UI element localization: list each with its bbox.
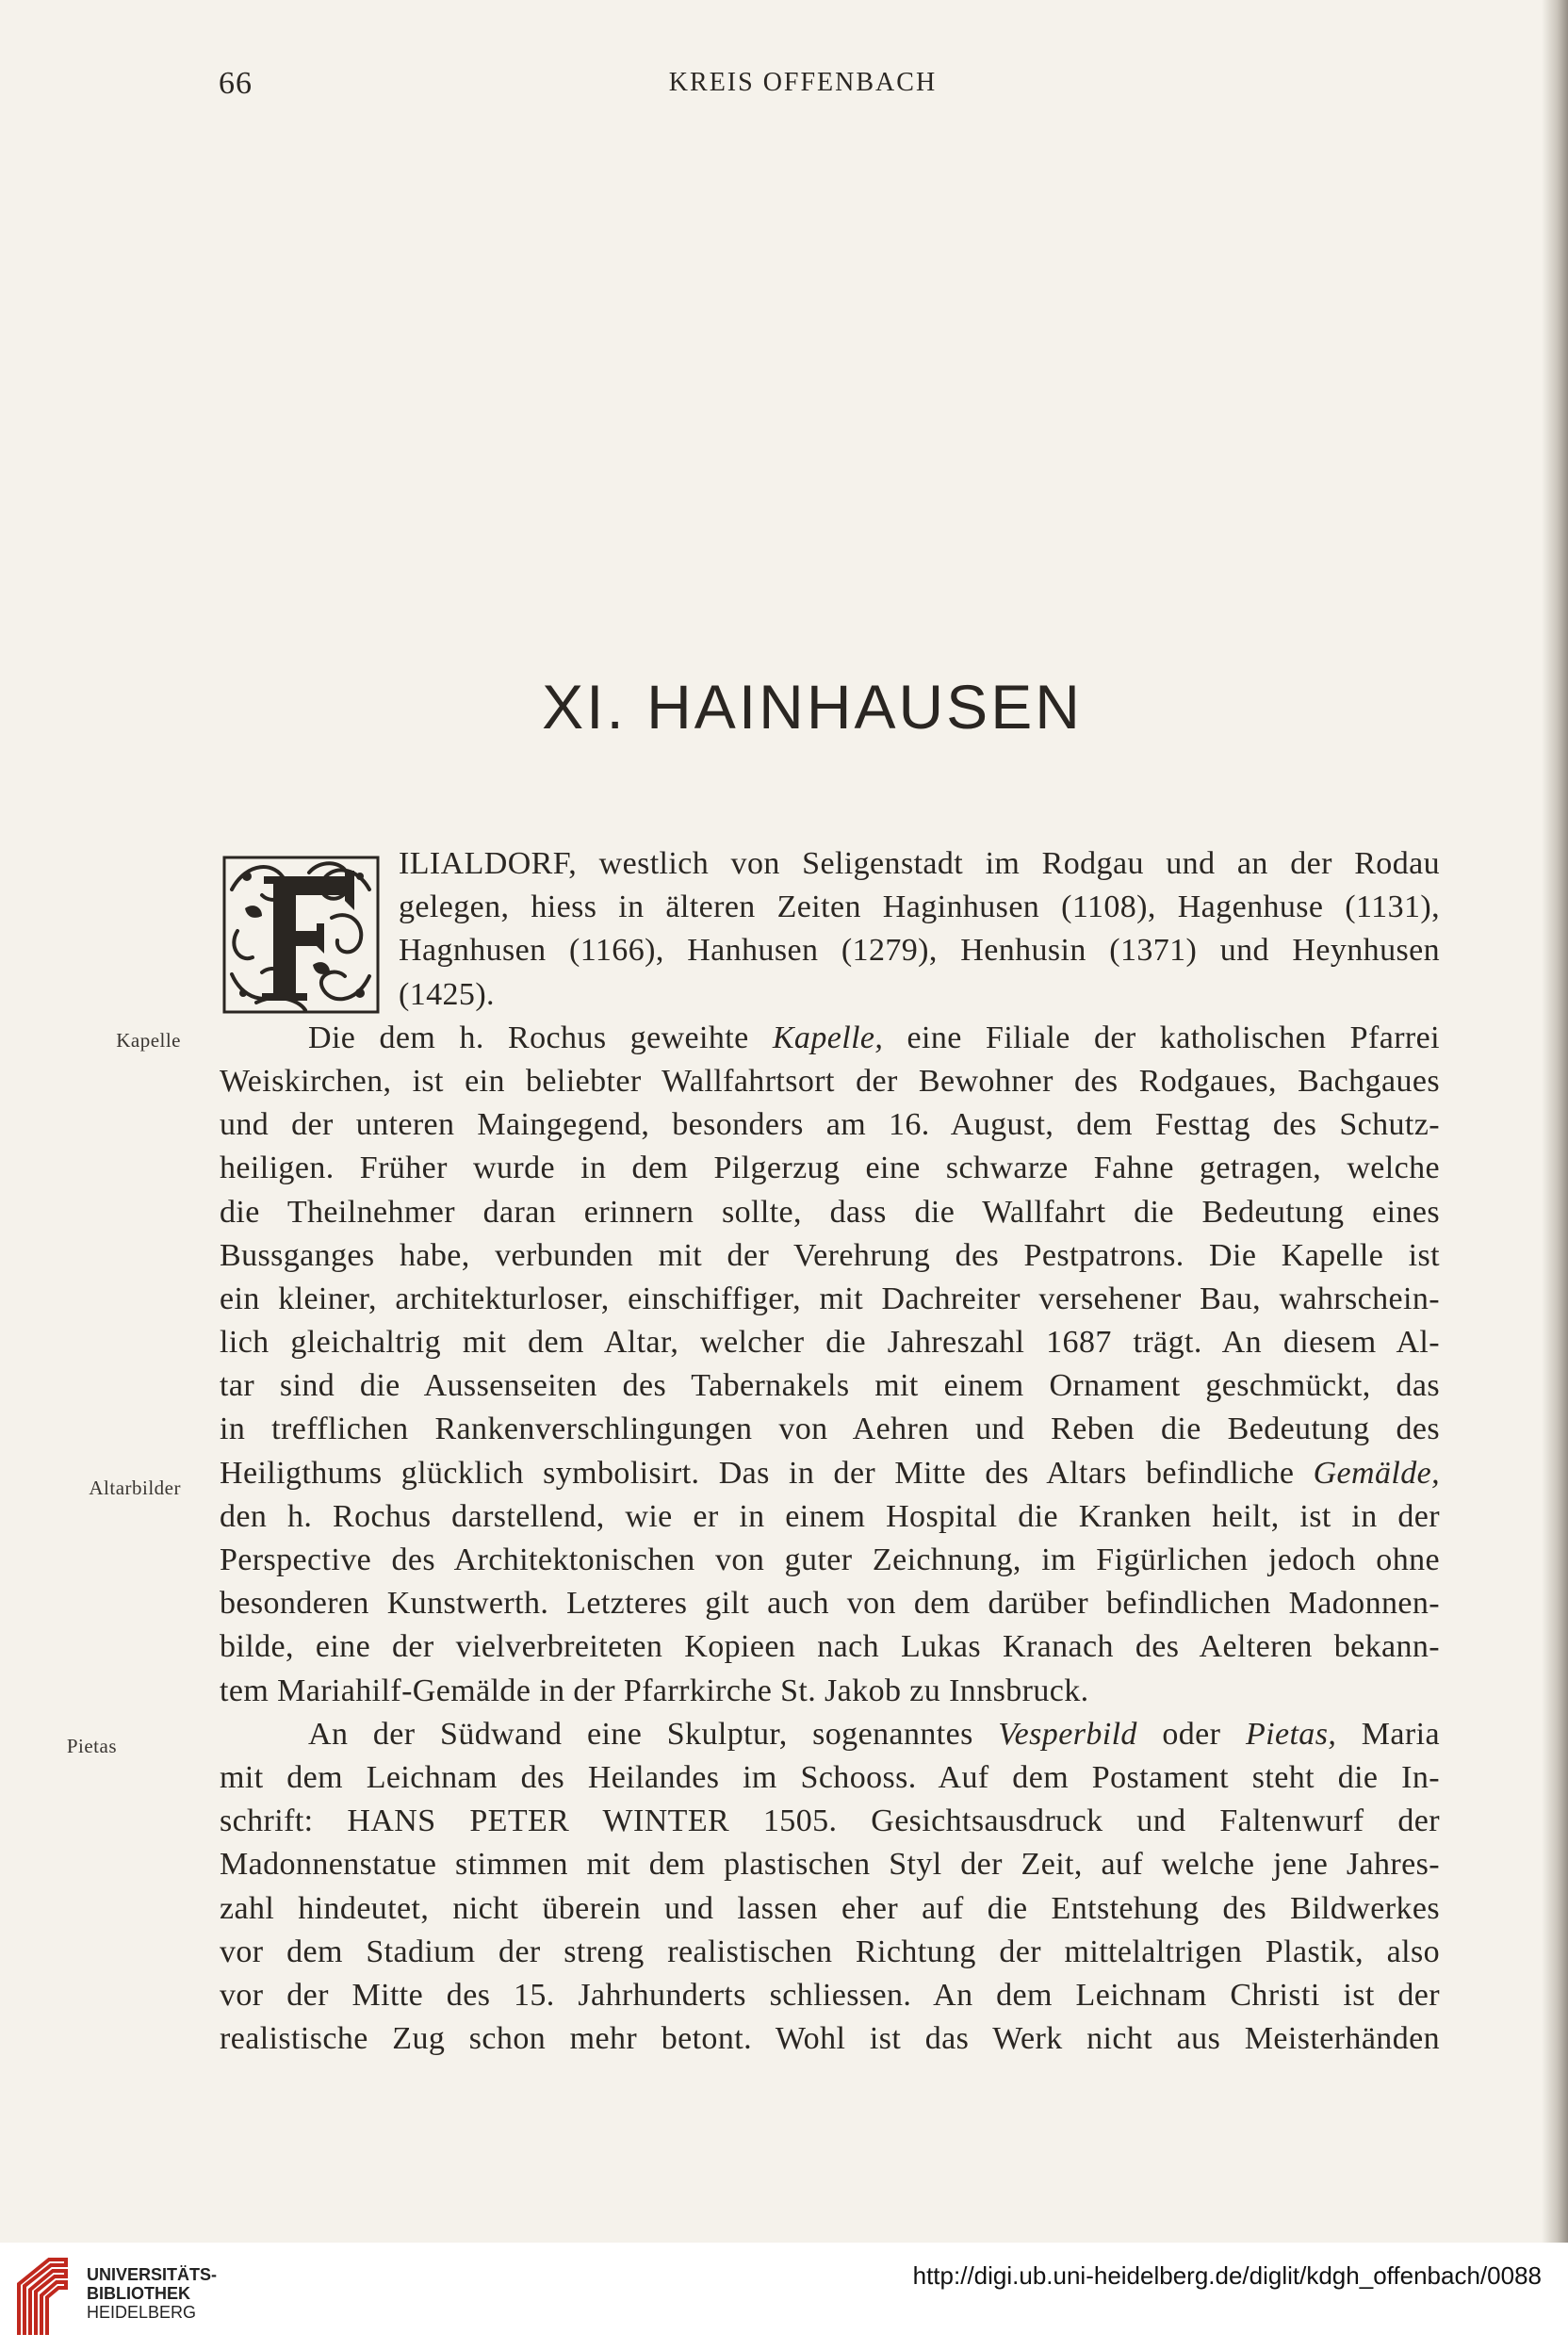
text-line: besonderen Kunstwerth. Letzteres gilt auch von dem darüber befindlichen Madonnen- [220,1586,1440,1622]
text-line: Perspective des Architektonischen von guter Zeichnung, im Figürlichen jedoch ohne [220,1542,1440,1577]
text-line: realistische Zug schon mehr betont. Wohl ist das Werk nicht aus Meisterhänden [220,2021,1440,2057]
text-line: den h. Rochus darstellend, wie er in einem Hospital die Kranken heilt, ist in der [220,1498,1440,1534]
italic-term-pietas: Pietas, [1245,1716,1337,1752]
library-logo-icon [11,2256,70,2337]
italic-term-kapelle: Kapelle, [772,1020,884,1055]
text-line: Bussganges habe, verbunden mit der Verehrung des Pestpatrons. Die Kapelle ist [220,1237,1440,1273]
text-line: Weiskirchen, ist ein beliebter Wallfahrtsort der Bewohner des Rodgaues, Bachgaues [220,1063,1440,1099]
text-line: lich gleichaltrig mit dem Altar, welcher die Jahreszahl 1687 trägt. An diesem Al- [220,1325,1440,1361]
page-edge-shadow [1542,0,1568,2243]
text-line: ein kleiner, architekturloser, einschiffiger, mit Dachreiter versehener Bau, wahrschein- [220,1281,1440,1316]
text-line: in trefflichen Rankenverschlingungen von Aehren und Reben die Bedeutung des [220,1412,1440,1447]
footer-bar [0,2243,1568,2350]
text-line: tar sind die Aussenseiten des Tabernakels mit einem Ornament geschmückt, das [220,1368,1440,1404]
text-line: zahl hindeutet, nicht überein und lassen eher auf die Entstehung des Bildwerkes [220,1890,1440,1926]
margin-note-altarbilder: Altarbilder [89,1477,181,1499]
text-line: Hagnhusen (1166), Hanhusen (1279), Henhusin (1371) und Heynhusen [399,933,1440,969]
running-title: KREIS OFFENBACH [668,68,938,97]
text-line: die Theilnehmer daran erinnern sollte, dass die Wallfahrt die Bedeutung eines [220,1194,1440,1230]
text-line: Madonnenstatue stimmen mit dem plastischen Styl der Zeit, auf welche jene Jahres- [220,1847,1440,1883]
text-line: tem Mariahilf-Gemälde in der Pfarrkirche St. Jakob zu Innsbruck. [220,1673,1089,1708]
margin-note-kapelle: Kapelle [116,1029,181,1052]
text-line: (1425). [399,976,495,1012]
text-line: gelegen, hiess in älteren Zeiten Haginhusen (1108), Hagenhuse (1131), [399,889,1440,925]
text-line: Heiligthums glücklich symbolisirt. Das in der Mitte des Altars befindliche Gemälde, [220,1455,1440,1491]
source-url-link[interactable]: http://digi.ub.uni-heidelberg.de/diglit/kdgh_offenbach/0088 [912,2261,1542,2290]
text-line: bilde, eine der vielverbreiteten Kopieen nach Lukas Kranach des Aelteren bekann- [220,1629,1440,1665]
text-line: schrift: HANS PETER WINTER 1505. Gesichtsausdruck und Faltenwurf der [220,1803,1440,1839]
margin-note-pietas: Pietas [66,1735,117,1757]
text-line: vor dem Stadium der streng realistischen Richtung der mittelaltrigen Plastik, also [220,1934,1440,1969]
text-line: vor der Mitte des 15. Jahrhunderts schliessen. An dem Leichnam Christi ist der [220,1977,1440,2013]
text-line: Die dem h. Rochus geweihte Kapelle, eine Filiale der katholischen Pfarrei [308,1020,1440,1055]
italic-term-vesperbild: Vesperbild [998,1716,1137,1752]
chapter-title: XI. HAINHAUSEN [542,672,1083,743]
library-name: UNIVERSITÄTS- BIBLIOTHEK HEIDELBERG [87,2265,218,2322]
text-line: heiligen. Früher wurde in dem Pilgerzug eine schwarze Fahne getragen, welche [220,1151,1440,1186]
body-text [220,842,1440,2061]
italic-term-gemaelde: Gemälde, [1313,1455,1440,1491]
text-line: ILIALDORF, westlich von Seligenstadt im Rodgau und an der Rodau [399,846,1440,881]
text-line: mit dem Leichnam des Heilandes im Schooss. Auf dem Postament steht die In- [220,1759,1440,1795]
text-line: und der unteren Maingegend, besonders am 16. August, dem Festtag des Schutz- [220,1107,1440,1143]
page-number: 66 [219,66,253,101]
text-line: An der Südwand eine Skulptur, sogenanntes Vesperbild oder Pietas, Maria [308,1716,1440,1752]
